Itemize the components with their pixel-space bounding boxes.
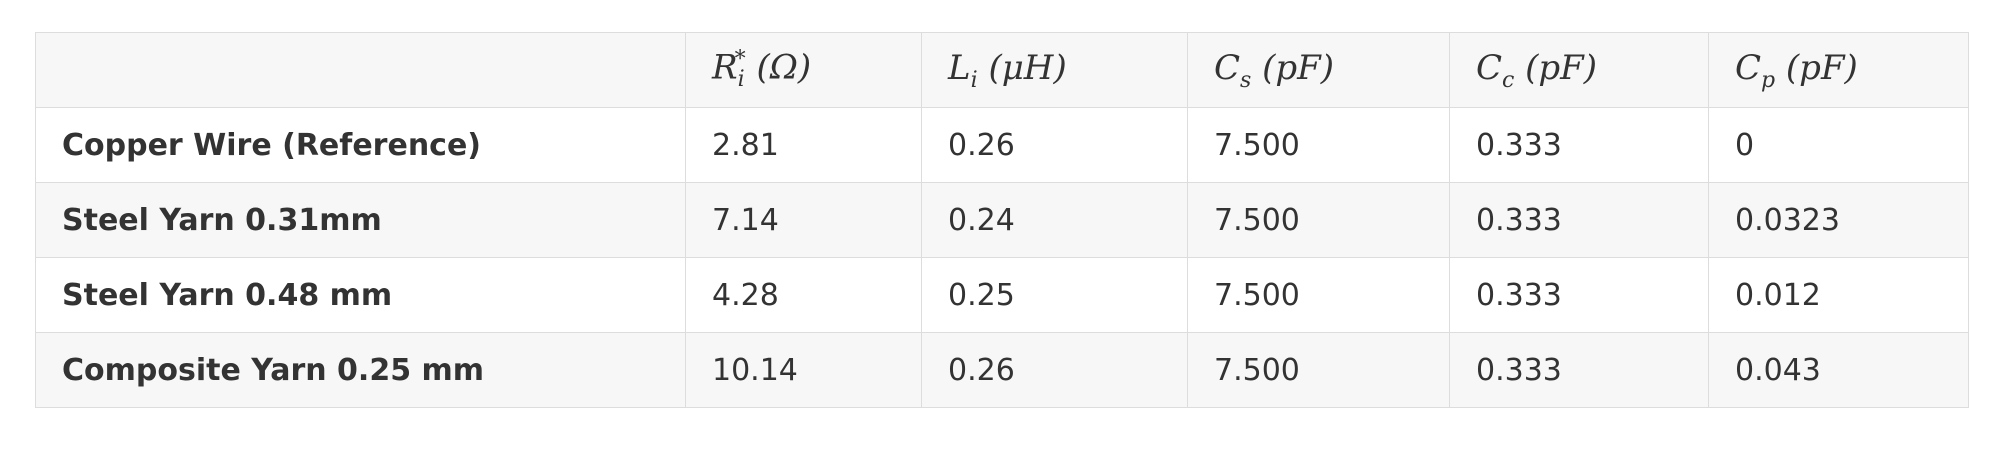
- header-cp: [1709, 33, 1969, 108]
- header-sub: p: [1761, 67, 1776, 93]
- header-empty-cell: [36, 33, 686, 108]
- header-cs: [1188, 33, 1450, 108]
- header-symbol: L: [948, 47, 971, 88]
- table-row: [36, 183, 1969, 258]
- cell-cs: 7.500: [1188, 258, 1450, 333]
- header-unit: (μH): [988, 47, 1067, 88]
- cell-cc: 0.333: [1450, 108, 1709, 183]
- cell-cp: 0.0323: [1709, 183, 1969, 258]
- table-row: [36, 108, 1969, 183]
- cell-cp: 0.043: [1709, 333, 1969, 408]
- header-sub: c: [1502, 67, 1515, 93]
- cell-inductance: 0.26: [922, 333, 1188, 408]
- header-symbol: R: [712, 47, 738, 88]
- cell-resistance: 7.14: [686, 183, 922, 258]
- table-row: [36, 258, 1969, 333]
- cell-cs: 7.500: [1188, 333, 1450, 408]
- data-table-container: [35, 32, 1969, 408]
- header-unit: (pF): [1525, 47, 1598, 88]
- header-symbol: C: [1476, 47, 1503, 88]
- cell-resistance: 4.28: [686, 258, 922, 333]
- header-inductance: [922, 33, 1188, 108]
- cell-inductance: 0.25: [922, 258, 1188, 333]
- row-label: Composite Yarn 0.25 mm: [36, 333, 686, 408]
- table-header-row: [36, 33, 1969, 108]
- header-resistance: [686, 33, 922, 108]
- cell-cc: 0.333: [1450, 183, 1709, 258]
- header-sup: *: [734, 47, 746, 73]
- table-row: [36, 333, 1969, 408]
- row-label: Copper Wire (Reference): [36, 108, 686, 183]
- header-symbol: C: [1735, 47, 1762, 88]
- header-cc: [1450, 33, 1709, 108]
- header-sub: i: [970, 67, 978, 93]
- cell-cc: 0.333: [1450, 333, 1709, 408]
- row-label: Steel Yarn 0.48 mm: [36, 258, 686, 333]
- parameters-table: [35, 32, 1969, 408]
- cell-inductance: 0.24: [922, 183, 1188, 258]
- cell-cs: 7.500: [1188, 183, 1450, 258]
- header-unit: (pF): [1262, 47, 1335, 88]
- cell-cs: 7.500: [1188, 108, 1450, 183]
- cell-inductance: 0.26: [922, 108, 1188, 183]
- header-unit: (Ω): [756, 47, 812, 88]
- cell-cp: 0: [1709, 108, 1969, 183]
- cell-resistance: 10.14: [686, 333, 922, 408]
- cell-cc: 0.333: [1450, 258, 1709, 333]
- cell-cp: 0.012: [1709, 258, 1969, 333]
- row-label: Steel Yarn 0.31mm: [36, 183, 686, 258]
- header-symbol: C: [1214, 47, 1241, 88]
- header-unit: (pF): [1785, 47, 1858, 88]
- cell-resistance: 2.81: [686, 108, 922, 183]
- header-sub: s: [1240, 67, 1252, 93]
- header-sub: i: [737, 67, 745, 93]
